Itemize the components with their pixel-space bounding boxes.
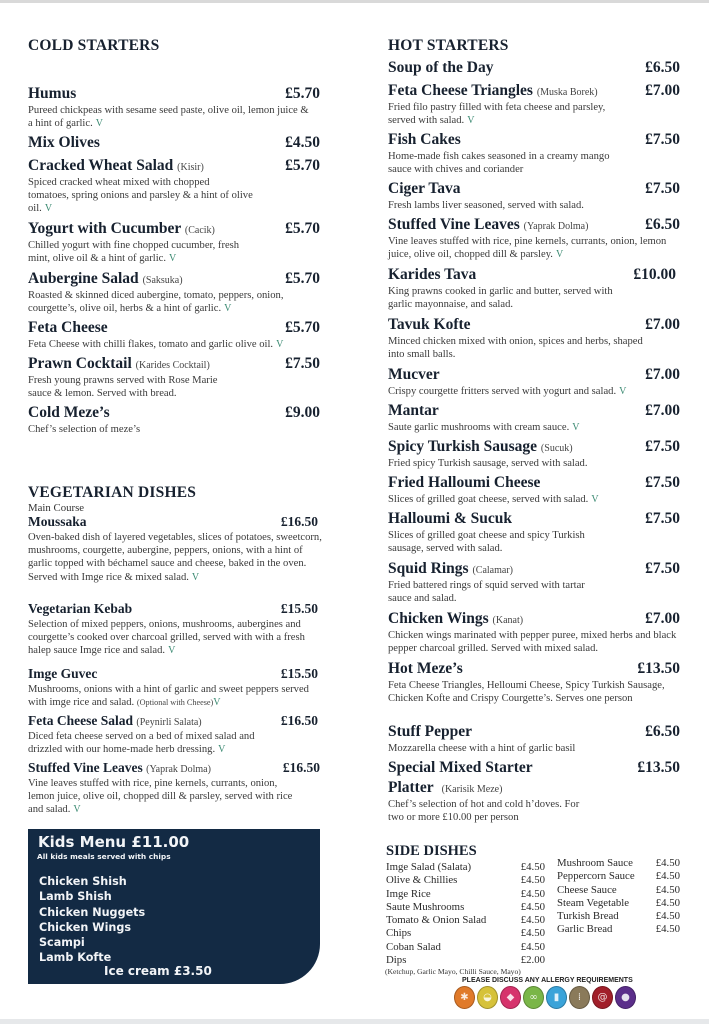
item-price: £13.50	[637, 759, 680, 776]
item-name-line2: Platter	[388, 779, 434, 796]
item-name: Imge Guvec	[28, 666, 98, 681]
item-name: Feta Cheese	[28, 319, 108, 336]
kids-menu-item: Chicken Nuggets	[39, 905, 146, 919]
item-price: £7.00	[645, 366, 680, 383]
item-alt-name: (Saksuka)	[142, 275, 183, 286]
item-price: £5.70	[285, 220, 320, 237]
item-desc: Fried battered rings of squid served with tartar sauce and salad.	[388, 580, 585, 605]
item-name: Halloumi & Sucuk	[388, 510, 513, 527]
side-dish-row: Steam Vegetable £4.50	[557, 896, 680, 909]
vegetarian-icon: V	[168, 645, 176, 657]
side-dish-row: Chips £4.50	[386, 927, 545, 940]
kids-menu-item: Chicken Shish	[39, 875, 127, 888]
item-desc: Oven-baked dish of layered vegetables, slices of potatoes, sweetcorn, mushrooms, courgette, aubergine, peppers, onions, with a hint of garlic topped with béchamel sauce and cheese, baked in the oven. Served with Imge rice & mixed salad.	[28, 532, 322, 583]
vegetarian-icon: V	[224, 303, 232, 315]
item-name: Spicy Turkish Sausage (Sucuk)	[388, 438, 573, 455]
item-desc: Fresh lambs liver seasoned, served with salad.	[388, 200, 584, 211]
menu-item	[28, 601, 320, 658]
item-name: Mucver	[388, 366, 440, 383]
item-price: £7.50	[645, 438, 680, 455]
vegetarian-icon: V	[591, 494, 599, 505]
item-desc: Selection of mixed peppers, onions, mushrooms, aubergines and courgette’s cooked over charcoal grilled, served with with a fresh halep sauce Imge rice and salad.	[28, 619, 305, 657]
vegetarian-icon: V	[619, 386, 627, 397]
kids-menu-subtitle: All kids meals served with chips	[37, 852, 171, 861]
item-desc: Diced feta cheese served on a bed of mixed salad and drizzled with our home-made herb dressing.	[28, 731, 255, 756]
side-dish-row: Cheese Sauce £4.50	[557, 883, 680, 896]
kids-menu-item: Chicken Wings	[39, 920, 132, 934]
item-price: £5.70	[285, 270, 320, 287]
item-note: (Optional with Cheese)	[136, 698, 214, 708]
nuts-icon: ●	[615, 986, 636, 1009]
menu-item	[388, 216, 680, 261]
item-price: £4.50	[285, 134, 320, 151]
item-name: Feta Cheese Salad (Peynirli Salata)	[28, 713, 202, 728]
item-desc: Vine leaves stuffed with rice, pine kernels, currants, onion, lemon juice, olive oil, chopped dill & parsley, served with rice and salad.	[28, 778, 293, 816]
item-desc: Roasted & skinned diced aubergine, tomato, peppers, onion, courgette’s, olive oil, herbs & a hint of garlic.	[28, 290, 284, 315]
item-price: £7.50	[645, 560, 680, 577]
item-name: Karides Tava	[388, 266, 477, 283]
item-desc: Crispy courgette fritters served with yogurt and salad.	[388, 386, 617, 397]
menu-item	[388, 510, 680, 555]
menu-item	[388, 59, 680, 77]
menu-item	[388, 366, 680, 398]
item-name: Fried Halloumi Cheese	[388, 474, 541, 491]
item-desc: Slices of grilled goat cheese, served with salad.	[388, 494, 589, 505]
item-name: Soup of the Day	[388, 59, 494, 76]
side-dishes-title: SIDE DISHES	[386, 843, 477, 859]
vegetarian-icon: V	[276, 339, 284, 350]
vegetarian-icon: V	[73, 804, 81, 816]
side-dish-row: Mushroom Sauce £4.50	[557, 857, 680, 869]
vegetarian-icon: V	[467, 115, 475, 127]
item-name: Yogurt with Cucumber (Cacik)	[28, 220, 215, 237]
side-dish-row: Tomato & Onion Salad £4.50	[386, 914, 545, 927]
item-name: Fish Cakes	[388, 131, 461, 148]
fish-icon: ◆	[500, 986, 521, 1009]
item-desc: Feta Cheese with chilli flakes, tomato and garlic olive oil.	[28, 339, 274, 350]
vegetarian-icon: V	[213, 697, 221, 709]
menu-item	[388, 82, 680, 127]
hot-starters-title: HOT STARTERS	[388, 37, 509, 54]
menu-item	[28, 319, 320, 351]
item-desc: Slices of grilled goat cheese and spicy Turkish sausage, served with salad.	[388, 530, 585, 555]
menu-item	[28, 85, 320, 130]
side-dish-row: Imge Rice £4.50	[386, 887, 545, 900]
menu-item	[28, 134, 320, 152]
side-dish-row: Saute Mushrooms £4.50	[386, 900, 545, 913]
item-desc: Home-made fish cakes seasoned in a creamy mango sauce with chives and coriander	[388, 151, 610, 176]
menu-item	[388, 438, 680, 470]
cold-starters-title: COLD STARTERS	[28, 37, 160, 54]
gluten-icon: ✱	[454, 986, 475, 1009]
vegetarian-dishes-title: VEGETARIAN DISHES	[28, 484, 197, 501]
side-dish-row: Dips £2.00	[386, 954, 545, 967]
item-alt-name: (Yaprak Dolma)	[146, 764, 211, 775]
menu-item	[28, 355, 320, 400]
sulphites-icon: ∞	[523, 986, 544, 1009]
item-desc: Chicken wings marinated with pepper puree, mixed herbs and black pepper charcoal grilled. Served with mixed salad.	[388, 630, 677, 655]
allergy-notice: PLEASE DISCUSS ANY ALLERGY REQUIREMENTS	[462, 977, 633, 984]
item-price: £7.50	[645, 180, 680, 197]
item-price: £6.50	[645, 723, 680, 740]
side-dishes-left	[386, 861, 545, 967]
item-price: £7.00	[645, 82, 680, 99]
item-name: Stuffed Vine Leaves (Yaprak Dolma)	[28, 760, 211, 775]
item-price: £7.50	[285, 355, 320, 372]
side-dish-row: Coban Salad £4.50	[386, 940, 545, 953]
item-price: £13.50	[637, 660, 680, 677]
item-price: £7.50	[645, 474, 680, 491]
item-desc: Vine leaves stuffed with rice, pine kernels, currants, onion, lemon juice, olive oil, chopped dill & parsley.	[388, 236, 667, 261]
item-price: £5.70	[285, 319, 320, 336]
item-desc: Fresh young prawns served with Rose Marie sauce & lemon. Served with bread.	[28, 375, 218, 400]
kids-ice-cream: Ice cream £3.50	[104, 964, 212, 978]
menu-item	[388, 610, 680, 655]
item-name: Mix Olives	[28, 134, 100, 151]
item-desc: Mushrooms, onions with a hint of garlic and sweet peppers served with imge rice and salad.	[28, 684, 309, 709]
kids-menu-item: Lamb Kofte	[39, 951, 112, 965]
menu-item	[28, 713, 320, 756]
menu-item	[28, 220, 320, 265]
item-desc: Mozzarella cheese with a hint of garlic basil	[388, 743, 576, 754]
menu-item	[28, 514, 320, 584]
item-alt-name: (Calamar)	[472, 565, 513, 576]
menu-item	[388, 316, 680, 361]
item-price: £5.70	[285, 157, 320, 174]
sesame-icon: ⁞	[569, 986, 590, 1009]
menu-item	[28, 760, 320, 817]
menu-item	[388, 266, 680, 311]
item-desc: Chef’s selection of meze’s	[28, 424, 141, 435]
item-alt-name: (Kanat)	[492, 615, 524, 626]
item-desc: Feta Cheese Triangles, Helloumi Cheese, Spicy Turkish Sausage, Chicken Kofte and Crispy Courgette’s. Serves one person	[388, 680, 665, 705]
kids-menu-list	[39, 874, 145, 966]
item-name: Ciger Tava	[388, 180, 461, 197]
item-name: Vegetarian Kebab	[28, 601, 133, 616]
menu-item	[388, 180, 680, 212]
menu-item	[388, 474, 680, 506]
item-desc: Spiced cracked wheat mixed with chopped tomatoes, spring onions and parsley & a hint of olive oil.	[28, 177, 253, 215]
item-alt-name: (Muska Borek)	[536, 87, 598, 98]
item-alt-name: (Peynirli Salata)	[136, 717, 202, 728]
item-desc: Minced chicken mixed with onion, spices and herbs, shaped into small balls.	[388, 336, 643, 361]
item-name: Chicken Wings (Kanat)	[388, 610, 524, 627]
item-desc: Saute garlic mushrooms with cream sauce.	[388, 422, 570, 433]
kids-menu-item: Scampi	[39, 936, 85, 950]
item-alt-name: (Kisir)	[177, 162, 204, 173]
item-alt-name: (Karisik Meze)	[441, 784, 503, 795]
item-name: Humus	[28, 85, 77, 102]
item-price: £5.70	[285, 85, 320, 102]
menu-item	[388, 560, 680, 605]
menu-item	[388, 759, 680, 824]
item-desc: King prawns cooked in garlic and butter, served with garlic mayonnaise, and salad.	[388, 286, 613, 311]
item-price: £15.50	[280, 666, 318, 681]
side-dishes-right	[557, 857, 680, 937]
vegetarian-icon: V	[218, 744, 226, 756]
vegetarian-icon: V	[95, 118, 103, 130]
menu-item	[388, 723, 680, 755]
item-name: Cold Meze’s	[28, 404, 110, 421]
menu-item	[28, 270, 320, 315]
item-price: £7.50	[645, 510, 680, 527]
menu-item	[28, 666, 320, 709]
item-name: Aubergine Salad (Saksuka)	[28, 270, 183, 287]
item-name: Tavuk Kofte	[388, 316, 471, 333]
item-price: £16.50	[282, 760, 320, 775]
item-desc: Chilled yogurt with fine chopped cucumber, fresh mint, olive oil & a hint of garlic.	[28, 240, 240, 265]
allergy-icons	[454, 986, 636, 1009]
item-name: Special Mixed Starter	[388, 759, 533, 776]
item-price: £10.00	[633, 266, 676, 283]
item-name: Prawn Cocktail (Karides Cocktail)	[28, 355, 210, 372]
vegetarian-icon: V	[572, 422, 580, 433]
item-price: £9.00	[285, 404, 320, 421]
item-name: Hot Meze’s	[388, 660, 463, 677]
side-dish-row: Imge Salad (Salata) £4.50	[386, 861, 545, 873]
menu-item	[28, 404, 320, 436]
item-price: £15.50	[280, 601, 318, 616]
kids-menu-panel	[28, 829, 320, 984]
kids-menu-item: Lamb Shish	[39, 890, 112, 904]
item-alt-name: (Karides Cocktail)	[135, 360, 210, 371]
top-border	[0, 0, 709, 3]
menu-item	[388, 660, 680, 705]
item-name: Cracked Wheat Salad (Kisir)	[28, 157, 204, 174]
side-dish-row: Turkish Bread £4.50	[557, 910, 680, 923]
vegetarian-icon: V	[44, 203, 53, 215]
kids-menu-title: Kids Menu £11.00	[38, 833, 190, 851]
dips-note: (Ketchup, Garlic Mayo, Chilli Sauce, Mayo)	[385, 967, 521, 976]
menu-item	[28, 157, 320, 216]
item-desc: Chef’s selection of hot and cold h’doves. For two or more £10.00 per person	[388, 799, 580, 824]
bottom-border	[0, 1019, 709, 1024]
item-price: £7.00	[645, 610, 680, 627]
milk-icon: ▮	[546, 986, 567, 1009]
item-price: £6.50	[645, 216, 680, 233]
item-price: £7.00	[645, 316, 680, 333]
item-price: £7.50	[645, 131, 680, 148]
side-dish-row: Peppercorn Sauce £4.50	[557, 870, 680, 883]
menu-item	[388, 402, 680, 434]
item-name: Feta Cheese Triangles (Muska Borek)	[388, 82, 598, 99]
item-price: £6.50	[645, 59, 680, 76]
item-desc: Pureed chickpeas with sesame seed paste, olive oil, lemon juice & a hint of garlic.	[28, 105, 309, 130]
main-course-label: Main Course	[28, 502, 85, 514]
item-name: Squid Rings (Calamar)	[388, 560, 513, 577]
item-price: £16.50	[280, 514, 318, 529]
crustaceans-icon: @	[592, 986, 613, 1009]
vegetarian-icon: V	[555, 249, 564, 261]
item-price: £16.50	[280, 713, 318, 728]
item-name: Stuff Pepper	[388, 723, 472, 740]
vegetarian-icon: V	[169, 253, 177, 265]
item-alt-name: (Yaprak Dolma)	[523, 221, 589, 232]
item-alt-name: (Sucuk)	[540, 443, 573, 454]
item-name: Moussaka	[28, 514, 87, 529]
side-dish-row: Olive & Chillies £4.50	[386, 874, 545, 887]
item-name: Mantar	[388, 402, 439, 419]
vegetarian-icon: V	[191, 571, 200, 583]
side-dish-row: Garlic Bread £4.50	[557, 923, 680, 936]
item-name: Stuffed Vine Leaves (Yaprak Dolma)	[388, 216, 589, 233]
item-price: £7.00	[645, 402, 680, 419]
egg-icon: ◒	[477, 986, 498, 1009]
item-alt-name: (Cacik)	[184, 225, 215, 236]
menu-item	[388, 131, 680, 176]
item-desc: Fried spicy Turkish sausage, served with salad.	[388, 458, 588, 469]
item-desc: Fried filo pastry filled with feta cheese and parsley, served with salad.	[388, 102, 606, 127]
